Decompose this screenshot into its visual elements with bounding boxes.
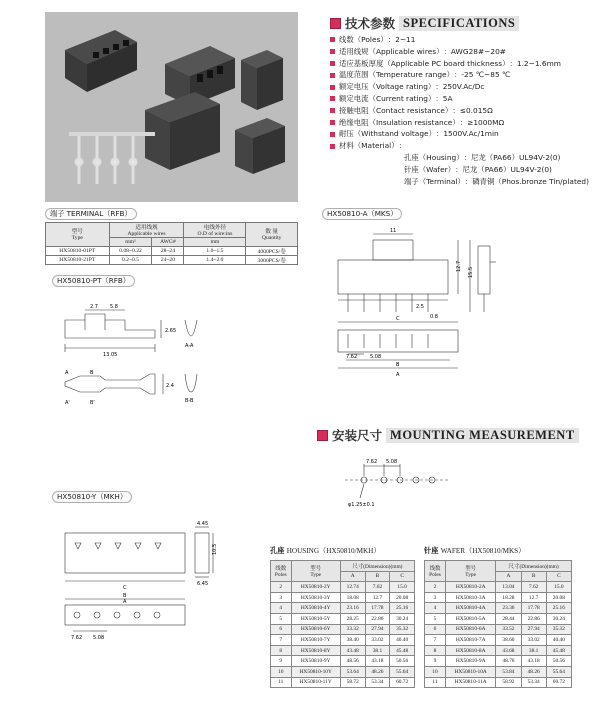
material-item bbox=[330, 152, 600, 164]
cell-type: HX50810-21PT bbox=[46, 255, 110, 264]
cell-a: 12.74 bbox=[340, 582, 365, 593]
material-label: 端子（Terminal） bbox=[404, 176, 465, 186]
wafer-table-tag bbox=[424, 546, 525, 556]
specifications-list bbox=[330, 34, 600, 187]
cell-poles: 2 bbox=[425, 582, 446, 593]
mounting-drawing bbox=[340, 454, 460, 514]
cell-type: HX50810-01PT bbox=[46, 246, 110, 255]
spec-item bbox=[330, 69, 600, 81]
cell-c: 30.24 bbox=[390, 613, 415, 624]
table-row bbox=[46, 246, 298, 255]
bullet-icon bbox=[330, 120, 335, 125]
cell-poles: 7 bbox=[425, 635, 446, 646]
bullet-icon bbox=[330, 132, 335, 137]
spec-value: ：250V.Ac/Dc bbox=[435, 82, 485, 92]
cell-c: 50.56 bbox=[546, 656, 571, 667]
pt-drawing-tag: HX50810-PT（RFB） bbox=[52, 275, 135, 287]
material-label: 针座（Wafer） bbox=[404, 164, 456, 174]
cell-c: 60.72 bbox=[546, 677, 571, 688]
specifications-title-en: SPECIFICATIONS bbox=[399, 16, 519, 31]
cell-type: HX50810-8Y bbox=[291, 645, 340, 656]
spec-label: 额定电压（Voltage rating） bbox=[339, 82, 436, 92]
pt-section-aa: A-A bbox=[185, 343, 194, 349]
housing-table-tag bbox=[270, 546, 381, 556]
pt-dim-5: 2.4 bbox=[166, 383, 174, 389]
accent-square-icon bbox=[317, 430, 328, 441]
table-row bbox=[271, 592, 415, 603]
housing-th-a: A bbox=[340, 571, 365, 582]
mkh-dim-b: B bbox=[123, 593, 127, 599]
bullet-icon bbox=[330, 144, 335, 149]
mkh-drawing-tag: HX50810-Y（MKH） bbox=[52, 491, 132, 503]
cell-c: 25.16 bbox=[546, 603, 571, 614]
spec-item bbox=[330, 58, 600, 70]
spec-item bbox=[330, 46, 600, 58]
spec-item bbox=[330, 93, 600, 105]
cell-type: HX50810-7A bbox=[445, 635, 495, 646]
cell-a: 28.25 bbox=[340, 613, 365, 624]
cell-b: 33.02 bbox=[365, 635, 390, 646]
cell-a: 43.48 bbox=[340, 645, 365, 656]
cell-qty: 3000PCS/卷 bbox=[246, 255, 298, 264]
th-qty: 数 量 Quantity bbox=[246, 223, 298, 247]
mks-dim-5-08: 5.08 bbox=[370, 354, 382, 360]
product-photo bbox=[45, 12, 298, 202]
mks-dim-11: 11 bbox=[390, 228, 397, 234]
cell-a: 33.52 bbox=[496, 624, 521, 635]
mkh-dim-4-45: 4.45 bbox=[197, 521, 209, 527]
cell-poles: 5 bbox=[271, 613, 292, 624]
mkh-dim-5-08: 5.08 bbox=[93, 635, 105, 641]
cell-c: 45.48 bbox=[390, 645, 415, 656]
mks-dim-15-5: 15.5 bbox=[468, 266, 474, 278]
cell-b: 17.78 bbox=[365, 603, 390, 614]
cell-poles: 9 bbox=[425, 656, 446, 667]
table-row bbox=[425, 635, 572, 646]
bullet-icon bbox=[330, 73, 335, 78]
cell-c: 35.32 bbox=[390, 624, 415, 635]
housing-tag-cn: 孔座 bbox=[270, 546, 285, 555]
cell-a: 48.56 bbox=[340, 656, 365, 667]
table-row bbox=[425, 645, 572, 656]
cell-type: HX50810-6A bbox=[445, 624, 495, 635]
mount-dim-5-08: 5.08 bbox=[386, 459, 398, 465]
mks-dim-a: A bbox=[396, 372, 400, 378]
bullet-icon bbox=[330, 96, 335, 101]
pt-letter-b: B bbox=[90, 370, 94, 376]
cell-mm2: 0.08~0.22 bbox=[109, 246, 152, 255]
cell-b: 38.1 bbox=[365, 645, 390, 656]
cell-poles: 9 bbox=[271, 656, 292, 667]
cell-a: 18.08 bbox=[340, 592, 365, 603]
cell-b: 33.02 bbox=[521, 635, 546, 646]
mount-dim-7-62: 7.62 bbox=[366, 459, 378, 465]
mks-dim-7-62: 7.62 bbox=[346, 354, 358, 360]
bullet-icon bbox=[330, 61, 335, 66]
spec-item bbox=[330, 128, 600, 140]
cell-type: HX50810-7Y bbox=[291, 635, 340, 646]
table-row bbox=[425, 624, 572, 635]
table-row bbox=[271, 656, 415, 667]
specifications-header bbox=[330, 14, 519, 32]
wafer-th-c: C bbox=[546, 571, 571, 582]
cell-c: 20.08 bbox=[390, 592, 415, 603]
housing-table bbox=[270, 560, 415, 688]
specifications-title-cn: 技术参数 bbox=[345, 16, 396, 31]
table-row bbox=[271, 603, 415, 614]
cell-od: 1.0~1.5 bbox=[184, 246, 246, 255]
wafer-tag-en: WAFER（HX50810/MKS） bbox=[440, 547, 526, 555]
material-value: ：磷青铜（Phos.bronze Tin/plated) bbox=[464, 176, 589, 186]
cell-b: 43.18 bbox=[521, 656, 546, 667]
cell-b: 7.62 bbox=[365, 582, 390, 593]
cell-c: 60.72 bbox=[390, 677, 415, 688]
cell-type: HX50810-10A bbox=[445, 666, 495, 677]
cell-a: 23.16 bbox=[340, 603, 365, 614]
cell-poles: 11 bbox=[425, 677, 446, 688]
spec-value: ：≤0.015Ω bbox=[452, 105, 493, 115]
cell-c: 40.40 bbox=[390, 635, 415, 646]
table-row bbox=[271, 613, 415, 624]
spec-label: 适应基板厚度（Applicable PC board thickness） bbox=[339, 58, 510, 68]
cell-type: HX50810-2A bbox=[445, 582, 495, 593]
cell-c: 15.0 bbox=[390, 582, 415, 593]
wafer-th-poles: 线数 Poles bbox=[425, 561, 446, 582]
wafer-4pin-image bbox=[65, 30, 137, 92]
bullet-icon bbox=[330, 37, 335, 42]
th-mm2: mm² bbox=[109, 238, 152, 247]
cell-b: 12.7 bbox=[365, 592, 390, 603]
cell-poles: 3 bbox=[425, 592, 446, 603]
table-row bbox=[425, 603, 572, 614]
mks-drawing-tag: HX50810-A（MKS） bbox=[322, 208, 402, 220]
wafer-tag-cn: 针座 bbox=[424, 546, 439, 555]
cell-b: 43.18 bbox=[365, 656, 390, 667]
cell-a: 38.40 bbox=[340, 635, 365, 646]
cell-type: HX50810-5Y bbox=[291, 613, 340, 624]
spec-value: ： bbox=[398, 141, 406, 151]
cell-b: 53.34 bbox=[365, 677, 390, 688]
spec-label: 适用线规（Applicable wires） bbox=[339, 46, 444, 56]
pt-terminal-drawing bbox=[45, 292, 225, 417]
cell-b: 48.26 bbox=[365, 666, 390, 677]
cell-a: 58.72 bbox=[340, 677, 365, 688]
housing-th-type: 型号 Type bbox=[291, 561, 340, 582]
cell-type: HX50810-11A bbox=[445, 677, 495, 688]
housing-th-b: B bbox=[365, 571, 390, 582]
spec-value: ：5A bbox=[435, 93, 453, 103]
cell-c: 35.32 bbox=[546, 624, 571, 635]
spec-item bbox=[330, 34, 600, 46]
material-value: ：尼龙（PA66）UL94V-2(0) bbox=[463, 152, 561, 162]
spec-label: 线数（Poles） bbox=[339, 35, 388, 44]
cell-b: 22.86 bbox=[365, 613, 390, 624]
th-wires: 适用线规 Applicable wires bbox=[109, 223, 184, 238]
housing-th-dim: 尺寸(Dimension)(mm) bbox=[340, 561, 414, 572]
spec-value: ：1500V.Ac/1min bbox=[435, 129, 499, 139]
cell-type: HX50810-4A bbox=[445, 603, 495, 614]
connector-illustration bbox=[45, 12, 298, 202]
mkh-dim-c: C bbox=[123, 585, 127, 591]
th-mm: mm bbox=[184, 238, 246, 247]
cell-od: 1.4~2.0 bbox=[184, 255, 246, 264]
cell-c: 50.56 bbox=[390, 656, 415, 667]
wafer-th-dim: 尺寸(Dimension)(mm) bbox=[496, 561, 572, 572]
cell-type: HX50810-3A bbox=[445, 592, 495, 603]
cell-a: 58.92 bbox=[496, 677, 521, 688]
table-row bbox=[271, 666, 415, 677]
spec-label: 温度范围（Temperature range） bbox=[339, 70, 454, 80]
mks-dim-2-5: 2.5 bbox=[416, 304, 424, 310]
mkh-dim-6-45: 6.45 bbox=[197, 581, 209, 587]
spec-item bbox=[330, 105, 600, 117]
cell-c: 20.08 bbox=[546, 592, 571, 603]
wafer-latch-image bbox=[145, 92, 220, 170]
mks-dim-0-8: 0.8 bbox=[430, 314, 438, 320]
spec-value: ：2~11 bbox=[387, 35, 416, 44]
bullet-icon bbox=[330, 85, 335, 90]
spec-item bbox=[330, 81, 600, 93]
pt-section-bb: B-B bbox=[185, 398, 194, 404]
cell-a: 38.60 bbox=[496, 635, 521, 646]
table-row bbox=[46, 255, 298, 264]
table-row bbox=[425, 666, 572, 677]
cell-poles: 4 bbox=[271, 603, 292, 614]
cell-c: 55.64 bbox=[546, 666, 571, 677]
cell-a: 48.76 bbox=[496, 656, 521, 667]
pt-dim-1: 2.7 bbox=[90, 304, 98, 310]
th-model: 型号 Type bbox=[46, 223, 110, 247]
cell-poles: 7 bbox=[271, 635, 292, 646]
material-item bbox=[330, 176, 600, 188]
mount-dim-hole: φ1.25±0.1 bbox=[348, 502, 375, 508]
table-row bbox=[271, 582, 415, 593]
cell-type: HX50810-5A bbox=[445, 613, 495, 624]
pt-letter-a-prime: A' bbox=[65, 400, 70, 406]
cell-type: HX50810-8A bbox=[445, 645, 495, 656]
cell-poles: 4 bbox=[425, 603, 446, 614]
mkh-dim-10-5: 10.5 bbox=[212, 543, 218, 555]
wafer-th-type: 型号 Type bbox=[445, 561, 495, 582]
wafer-table bbox=[424, 560, 572, 688]
spec-label: 耐压（Withstand voltage） bbox=[339, 129, 436, 139]
table-row bbox=[425, 613, 572, 624]
spec-label: 接触电阻（Contact resistance） bbox=[339, 105, 453, 115]
pt-dim-2: 5.8 bbox=[110, 304, 118, 310]
accent-square-icon bbox=[330, 18, 341, 29]
terminals-image bbox=[69, 134, 155, 184]
th-awg: AWG# bbox=[152, 238, 184, 247]
cell-poles: 11 bbox=[271, 677, 292, 688]
cell-a: 43.68 bbox=[496, 645, 521, 656]
cell-a: 53.84 bbox=[496, 666, 521, 677]
cell-b: 48.26 bbox=[521, 666, 546, 677]
mkh-housing-drawing bbox=[45, 505, 235, 670]
cell-qty: 4000PCS/卷 bbox=[246, 246, 298, 255]
wafer-th-a: A bbox=[496, 571, 521, 582]
cell-a: 18.28 bbox=[496, 592, 521, 603]
terminal-tag: 端子 TERMINAL（RFB） bbox=[45, 208, 137, 220]
cell-b: 7.62 bbox=[521, 582, 546, 593]
wafer-2pin-image bbox=[235, 118, 285, 174]
cell-b: 27.94 bbox=[365, 624, 390, 635]
cell-b: 53.34 bbox=[521, 677, 546, 688]
cell-b: 12.7 bbox=[521, 592, 546, 603]
terminal-table bbox=[45, 222, 298, 265]
cell-poles: 8 bbox=[425, 645, 446, 656]
mkh-dim-7-62: 7.62 bbox=[71, 635, 83, 641]
material-item bbox=[330, 164, 600, 176]
cell-poles: 8 bbox=[271, 645, 292, 656]
housing-tag-en: HOUSING（HX50810/MKH） bbox=[286, 547, 381, 555]
table-row bbox=[271, 635, 415, 646]
cell-awg: 24~20 bbox=[152, 255, 184, 264]
table-row bbox=[425, 582, 572, 593]
th-od: 电线外径 O.D of wire:ins bbox=[184, 223, 246, 238]
housing-2pin-image bbox=[241, 50, 283, 110]
spec-value: ：1.2~1.6mm bbox=[509, 58, 561, 68]
table-row bbox=[271, 624, 415, 635]
spec-item bbox=[330, 140, 600, 152]
cell-type: HX50810-10Y bbox=[291, 666, 340, 677]
cell-poles: 6 bbox=[425, 624, 446, 635]
pt-dim-3: 2.65 bbox=[165, 328, 177, 334]
pt-letter-a: A bbox=[65, 370, 69, 376]
mkh-dim-a: A bbox=[123, 599, 127, 605]
cell-type: HX50810-9Y bbox=[291, 656, 340, 667]
housing-th-poles: 线数 Poles bbox=[271, 561, 292, 582]
cell-c: 55.64 bbox=[390, 666, 415, 677]
table-row bbox=[271, 645, 415, 656]
mks-dim-c: C bbox=[396, 316, 400, 322]
table-row bbox=[271, 677, 415, 688]
spec-label: 额定电流（Current rating） bbox=[339, 93, 436, 103]
cell-awg: 28~24 bbox=[152, 246, 184, 255]
cell-poles: 2 bbox=[271, 582, 292, 593]
cell-poles: 6 bbox=[271, 624, 292, 635]
spec-value: ：AWG28#~20# bbox=[443, 46, 506, 56]
wafer-th-b: B bbox=[521, 571, 546, 582]
housing-th-c: C bbox=[390, 571, 415, 582]
cell-c: 30.24 bbox=[546, 613, 571, 624]
cell-c: 15.0 bbox=[546, 582, 571, 593]
mounting-title-en: MOUNTING MEASUREMENT bbox=[386, 428, 579, 443]
cell-poles: 10 bbox=[271, 666, 292, 677]
cell-c: 25.16 bbox=[390, 603, 415, 614]
cell-poles: 10 bbox=[425, 666, 446, 677]
spec-label: 绝缘电阻（Insulation resistance） bbox=[339, 117, 460, 127]
cell-type: HX50810-9A bbox=[445, 656, 495, 667]
pt-letter-b-prime: B' bbox=[90, 400, 95, 406]
cell-type: HX50810-4Y bbox=[291, 603, 340, 614]
cell-poles: 5 bbox=[425, 613, 446, 624]
table-row bbox=[425, 592, 572, 603]
bullet-icon bbox=[330, 49, 335, 54]
cell-b: 27.94 bbox=[521, 624, 546, 635]
spec-value: ：≥1000MΩ bbox=[459, 117, 505, 127]
spec-label: 材料（Material） bbox=[339, 141, 399, 151]
cell-a: 33.32 bbox=[340, 624, 365, 635]
mks-wafer-drawing bbox=[318, 222, 598, 392]
cell-a: 23.36 bbox=[496, 603, 521, 614]
mounting-title-cn: 安装尺寸 bbox=[332, 428, 383, 443]
cell-mm2: 0.2~0.5 bbox=[109, 255, 152, 264]
cell-type: HX50810-2Y bbox=[291, 582, 340, 593]
spec-item bbox=[330, 117, 600, 129]
mks-dim-12-7: 12.7 bbox=[456, 260, 462, 272]
cell-a: 53.64 bbox=[340, 666, 365, 677]
cell-c: 40.40 bbox=[546, 635, 571, 646]
pt-dim-4: 13.05 bbox=[103, 352, 118, 358]
cell-poles: 3 bbox=[271, 592, 292, 603]
cell-a: 13.04 bbox=[496, 582, 521, 593]
material-value: ：尼龙（PA66）UL94V-2(0) bbox=[455, 164, 552, 174]
cell-type: HX50810-3Y bbox=[291, 592, 340, 603]
table-row bbox=[425, 677, 572, 688]
cell-type: HX50810-6Y bbox=[291, 624, 340, 635]
cell-type: HX50810-11Y bbox=[291, 677, 340, 688]
mks-dim-b: B bbox=[396, 362, 400, 368]
cell-c: 45.48 bbox=[546, 645, 571, 656]
cell-b: 38.1 bbox=[521, 645, 546, 656]
spec-value: ：-25 ℃~85 ℃ bbox=[454, 70, 511, 80]
mounting-header bbox=[317, 426, 579, 444]
table-row bbox=[425, 656, 572, 667]
cell-b: 22.86 bbox=[521, 613, 546, 624]
bullet-icon bbox=[330, 108, 335, 113]
cell-b: 17.78 bbox=[521, 603, 546, 614]
cell-a: 28.44 bbox=[496, 613, 521, 624]
material-label: 孔座（Housing） bbox=[404, 152, 464, 162]
